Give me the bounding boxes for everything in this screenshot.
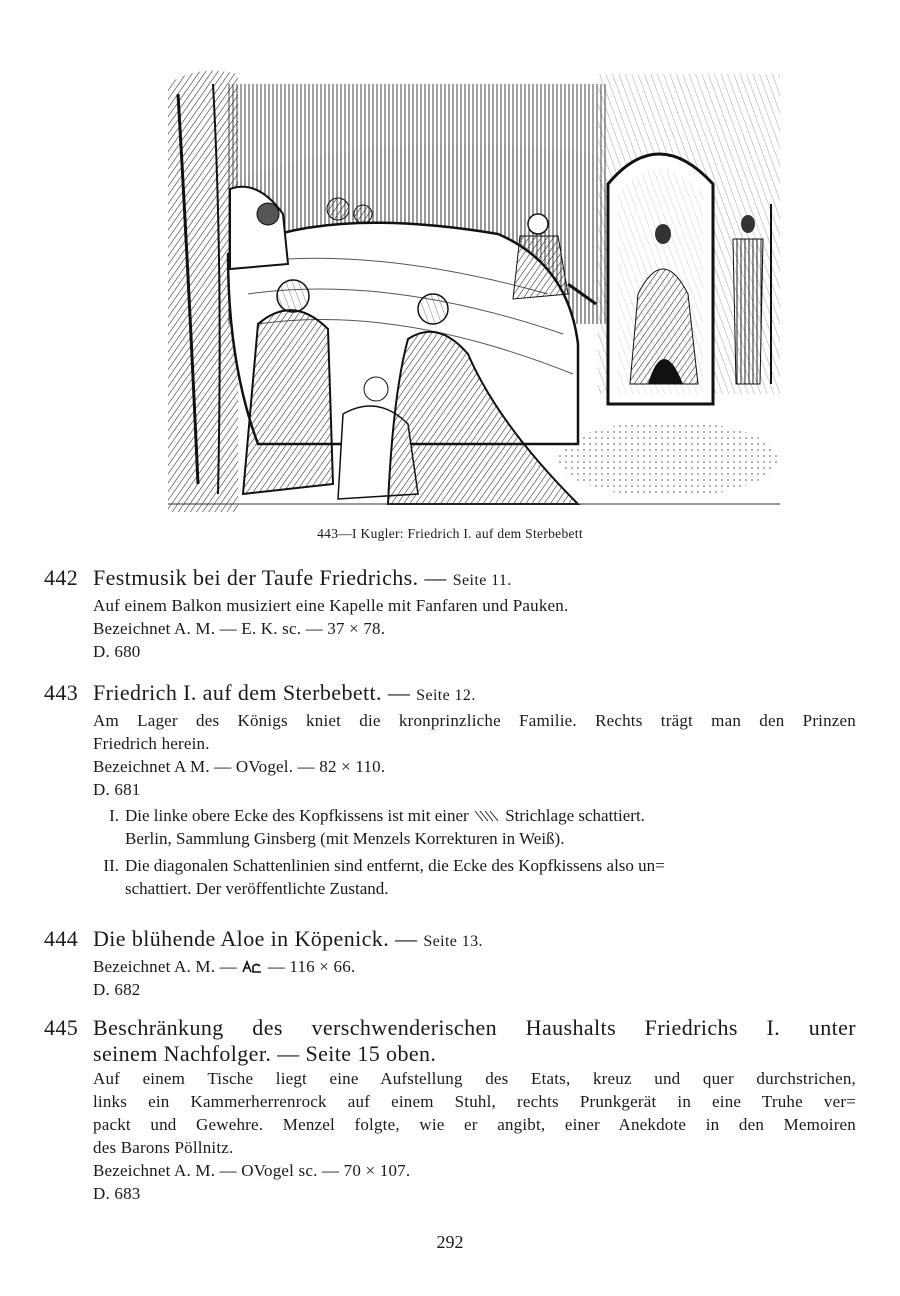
entry-number: 442	[44, 565, 79, 590]
figure-caption: 443—I Kugler: Friedrich I. auf dem Sterbebett	[317, 526, 583, 541]
catalog-entry-445	[44, 1015, 856, 1205]
signature-line: Bezeichnet A. M. — OVogel sc. — 70 × 107.	[93, 1161, 411, 1180]
state-text: Die diagonalen Schattenlinien sind entfernt, die Ecke des Kopfkissens also un=	[125, 856, 665, 875]
entry-number: 443	[44, 680, 79, 705]
signature-text: — 116 × 66.	[267, 957, 356, 976]
description-line: des Barons Pöllnitz.	[93, 1138, 234, 1157]
entry-heading	[44, 926, 856, 955]
description-line: Friedrich herein.	[93, 734, 210, 753]
catalog-entry-443	[44, 680, 856, 900]
page-reference: Seite 11.	[452, 572, 512, 589]
engraving-illustration	[168, 64, 780, 512]
description-line: packt und Gewehre. Menzel folgte, wie er angibt, einer Anekdote in den Memoiren	[93, 1115, 856, 1134]
catalog-reference: D. 683	[93, 1184, 141, 1203]
entry-title: Friedrich I. auf dem Sterbebett. —	[93, 680, 417, 705]
catalog-reference: D. 681	[93, 780, 141, 799]
entry-heading	[44, 565, 856, 594]
entry-title: Beschränkung des verschwenderischen Haushalts Friedrichs I. unter	[93, 1015, 856, 1040]
description-line: Auf einem Tische liegt eine Aufstellung des Etats, kreuz und quer durchstrichen,	[93, 1069, 856, 1088]
monogram-icon	[241, 960, 263, 974]
description-line: Auf einem Balkon musiziert eine Kapelle mit Fanfaren und Pauken.	[93, 596, 569, 615]
state-numeral: II.	[103, 856, 119, 875]
state-numeral: I.	[109, 806, 119, 825]
entry-number: 444	[44, 926, 79, 951]
catalog-reference: D. 682	[93, 980, 141, 999]
signature-line	[44, 955, 856, 978]
signature-line: Bezeichnet A. M. — E. K. sc. — 37 × 78.	[93, 619, 386, 638]
state-text: schattiert. Der veröffentlichte Zustand.	[125, 879, 389, 898]
state-text: Die linke obere Ecke des Kopfkissens ist mit einer	[125, 806, 469, 825]
state-II	[44, 854, 856, 900]
catalog-reference: D. 680	[93, 642, 141, 661]
entry-number: 445	[44, 1015, 79, 1040]
catalog-entry-442	[44, 565, 856, 663]
state-text: Berlin, Sammlung Ginsberg (mit Menzels Korrekturen in Weiß).	[125, 829, 565, 848]
entry-heading	[44, 680, 856, 709]
entry-title: Festmusik bei der Taufe Friedrichs. —	[93, 565, 453, 590]
signature-text: Bezeichnet A. M. —	[93, 957, 237, 976]
description-line: Am Lager des Königs kniet die kronprinzliche Familie. Rechts trägt man den Prinzen	[93, 711, 856, 730]
page-number: 292	[436, 1232, 464, 1252]
page-reference: Seite 13.	[423, 933, 483, 950]
signature-line: Bezeichnet A M. — OVogel. — 82 × 110.	[93, 757, 386, 776]
state-text: Strichlage schattiert.	[505, 806, 645, 825]
page-reference: Seite 15 oben.	[305, 1041, 437, 1066]
entry-title: Die blühende Aloe in Köpenick. —	[93, 926, 424, 951]
entry-title: seinem Nachfolger. —	[93, 1041, 306, 1066]
catalog-entry-444	[44, 926, 856, 1001]
hatching-icon	[473, 810, 501, 822]
entry-heading	[44, 1015, 856, 1041]
engraving-image	[168, 64, 780, 512]
page-reference: Seite 12.	[416, 687, 476, 704]
state-I	[44, 804, 856, 850]
description-line: links ein Kammerherrenrock auf einem Stuhl, rechts Prunkgerät in eine Truhe ver=	[93, 1092, 856, 1111]
entry-heading-continued	[44, 1041, 856, 1067]
